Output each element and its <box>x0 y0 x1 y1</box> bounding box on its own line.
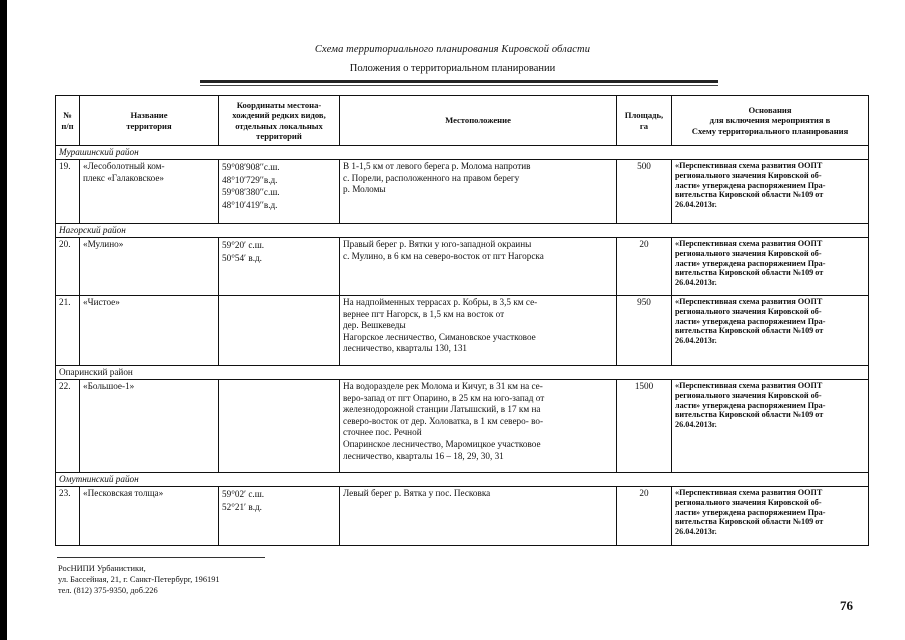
district-row <box>56 366 869 380</box>
basis-line: 26.04.2013г. <box>675 527 717 537</box>
basis-line: регионального значения Кировской об- <box>675 497 822 507</box>
table-body <box>56 146 869 546</box>
basis <box>672 487 869 546</box>
location-line: северо-восток от дер. Холоватка, в 1 км северо- во- <box>343 415 544 426</box>
basis-line: вительства Кировской области №109 от <box>675 190 824 200</box>
basis-line: 26.04.2013г. <box>675 420 717 430</box>
coordinate-line: 59°08′380′′с.ш. <box>222 187 280 198</box>
area-value: 20 <box>617 487 672 546</box>
header-line: п/п <box>61 120 74 131</box>
document-title: Схема территориального планирования Кировской области <box>314 44 591 55</box>
location-line: В 1-1,5 км от левого берега р. Молома напротив <box>343 161 531 171</box>
table-row <box>56 296 869 366</box>
location <box>340 160 617 224</box>
coordinate-line: 48°10′419′′в.д. <box>222 199 278 210</box>
row-number: 22. <box>56 380 80 473</box>
area-value: 950 <box>617 296 672 366</box>
basis-line: вительства Кировской области №109 от <box>675 517 824 527</box>
district-label: Мурашинский район <box>56 146 869 160</box>
location-line: дер. Вешкеведы <box>343 320 406 331</box>
location-line: На водоразделе рек Молома и Кичуг, в 31 км на се- <box>343 381 543 391</box>
header-line: га <box>639 120 649 131</box>
coordinates <box>219 380 340 473</box>
header-line: № <box>63 110 72 121</box>
location-line: с. Мулино, в 6 км на северо-восток от пгт Нагорска <box>343 250 544 261</box>
table-row <box>56 160 869 224</box>
territory-name <box>80 160 219 224</box>
coordinate-line: 59°08′908′′с.ш. <box>222 162 280 172</box>
scan-edge-bar <box>0 0 7 640</box>
header-line: Местоположение <box>445 115 511 126</box>
table-row <box>56 380 869 473</box>
header-line: Название <box>130 110 168 121</box>
territory-name-line: плекс «Галаковское» <box>83 172 165 183</box>
basis-line: ласти» утверждена распоряжением Пра- <box>675 258 826 268</box>
location <box>340 380 617 473</box>
basis-line: регионального значения Кировской об- <box>675 248 822 258</box>
footer-org: РосНИПИ Урбанистики, <box>58 564 146 573</box>
location-line: железнодорожной станции Латышский, в 17 км на <box>343 404 541 415</box>
basis-line: 26.04.2013г. <box>675 278 717 288</box>
page-number: 76 <box>840 598 853 613</box>
area-value: 500 <box>617 160 672 224</box>
basis-line: регионального значения Кировской об- <box>675 306 822 316</box>
territory-name-line: «Песковская толща» <box>83 488 164 498</box>
location-line: На надпойменных террасах р. Кобры, в 3,5 км се- <box>343 297 538 307</box>
territory-name <box>80 487 219 546</box>
territory-name-line: «Большое-1» <box>83 381 135 391</box>
coordinate-line: 48°10′729′′в.д. <box>222 174 278 185</box>
footer-rule <box>57 557 265 558</box>
basis-line: «Перспективная схема развития ООПТ <box>675 297 823 306</box>
header-line: Координаты местона- <box>236 100 322 111</box>
basis <box>672 380 869 473</box>
territory-name <box>80 238 219 296</box>
header-rule-thick <box>200 80 718 83</box>
table-row <box>56 238 869 296</box>
location-line: Нагорское лесничество, Симановское участковое <box>343 331 536 342</box>
coordinate-line: 52°21′ в.д. <box>222 501 262 512</box>
area-value: 1500 <box>617 380 672 473</box>
col-header-coords <box>219 96 340 146</box>
header-line: Основания <box>748 105 792 116</box>
basis-line: «Перспективная схема развития ООПТ <box>675 488 823 497</box>
district-row <box>56 146 869 160</box>
district-label: Опаринский район <box>56 366 869 380</box>
basis-line: вительства Кировской области №109 от <box>675 326 824 336</box>
footer <box>58 563 220 597</box>
district-row <box>56 473 869 487</box>
location <box>340 296 617 366</box>
table-header-row <box>56 96 869 146</box>
basis-line: ласти» утверждена распоряжением Пра- <box>675 400 826 410</box>
area-value: 20 <box>617 238 672 296</box>
coordinates <box>219 487 340 546</box>
basis-line: «Перспективная схема развития ООПТ <box>675 381 823 390</box>
location-line: веро-запад от пгт Опарино, в 25 км на юго-запад от <box>343 392 545 403</box>
col-header-name <box>80 96 219 146</box>
basis-line: 26.04.2013г. <box>675 200 717 210</box>
basis <box>672 238 869 296</box>
district-label: Омутнинский район <box>56 473 869 487</box>
coordinate-line: 50°54′ в.д. <box>222 252 262 263</box>
col-header-area <box>617 96 672 146</box>
coordinate-line: 59°02′ с.ш. <box>222 489 265 499</box>
header-line: хождений редких видов, <box>232 110 326 121</box>
location-line: вернее пгт Нагорск, в 1,5 км на восток от <box>343 308 505 319</box>
row-number: 21. <box>56 296 80 366</box>
coordinates <box>219 160 340 224</box>
location-line: с. Порели, расположенного на правом берегу <box>343 172 520 183</box>
basis-line: «Перспективная схема развития ООПТ <box>675 161 823 170</box>
basis-line: ласти» утверждена распоряжением Пра- <box>675 180 826 190</box>
coordinates <box>219 296 340 366</box>
territories-table <box>55 95 869 546</box>
header-line: Площадь, <box>624 110 664 121</box>
location <box>340 238 617 296</box>
district-row <box>56 224 869 238</box>
basis-line: регионального значения Кировской об- <box>675 170 822 180</box>
territory-name <box>80 296 219 366</box>
territory-name <box>80 380 219 473</box>
footer-phone: тел. (812) 375-9350, доб.226 <box>58 586 158 596</box>
col-header-basis <box>672 96 869 146</box>
basis-line: 26.04.2013г. <box>675 336 717 346</box>
basis-line: ласти» утверждена распоряжением Пра- <box>675 316 826 326</box>
document-subtitle: Положения о территориальном планировании <box>349 63 556 74</box>
location-line: сточнее пос. Речной <box>343 427 422 438</box>
district-label: Нагорский район <box>56 224 869 238</box>
basis <box>672 296 869 366</box>
location <box>340 487 617 546</box>
location-line: Левый берег р. Вятка у пос. Песковка <box>343 488 491 498</box>
location-line: Опаринское лесничество, Маромицкое участковое <box>343 438 541 449</box>
basis-line: регионального значения Кировской об- <box>675 390 822 400</box>
location-line: лесничество, кварталы 130, 131 <box>343 343 468 354</box>
territory-name-line: «Чистое» <box>83 297 120 307</box>
row-number: 20. <box>56 238 80 296</box>
row-number: 19. <box>56 160 80 224</box>
basis <box>672 160 869 224</box>
location-line: Правый берег р. Вятки у юго-западной окраины <box>343 239 532 249</box>
header-line: территорий <box>256 130 302 141</box>
row-number: 23. <box>56 487 80 546</box>
basis-line: «Перспективная схема развития ООПТ <box>675 239 823 248</box>
coordinates <box>219 238 340 296</box>
location-line: лесничество, кварталы 16 – 18, 29, 30, 31 <box>343 450 504 461</box>
basis-line: ласти» утверждена распоряжением Пра- <box>675 507 826 517</box>
header-rule-thin <box>200 85 718 86</box>
territory-name-line: «Мулино» <box>83 239 124 249</box>
footer-address: ул. Бассейная, 21, г. Санкт-Петербург, 196191 <box>58 575 220 585</box>
col-header-location <box>340 96 617 146</box>
header-line: для включения мероприятия в <box>709 115 831 126</box>
header-line: Схему территориального планирования <box>691 125 849 136</box>
col-header-number <box>56 96 80 146</box>
basis-line: вительства Кировской области №109 от <box>675 268 824 278</box>
location-line: р. Моломы <box>343 184 386 195</box>
territory-name-line: «Лесоболотный ком- <box>83 161 165 171</box>
coordinate-line: 59°20′ с.ш. <box>222 240 265 250</box>
basis-line: вительства Кировской области №109 от <box>675 410 824 420</box>
header-line: отдельных локальных <box>235 120 323 131</box>
table-row <box>56 487 869 546</box>
header-line: территория <box>126 120 172 131</box>
